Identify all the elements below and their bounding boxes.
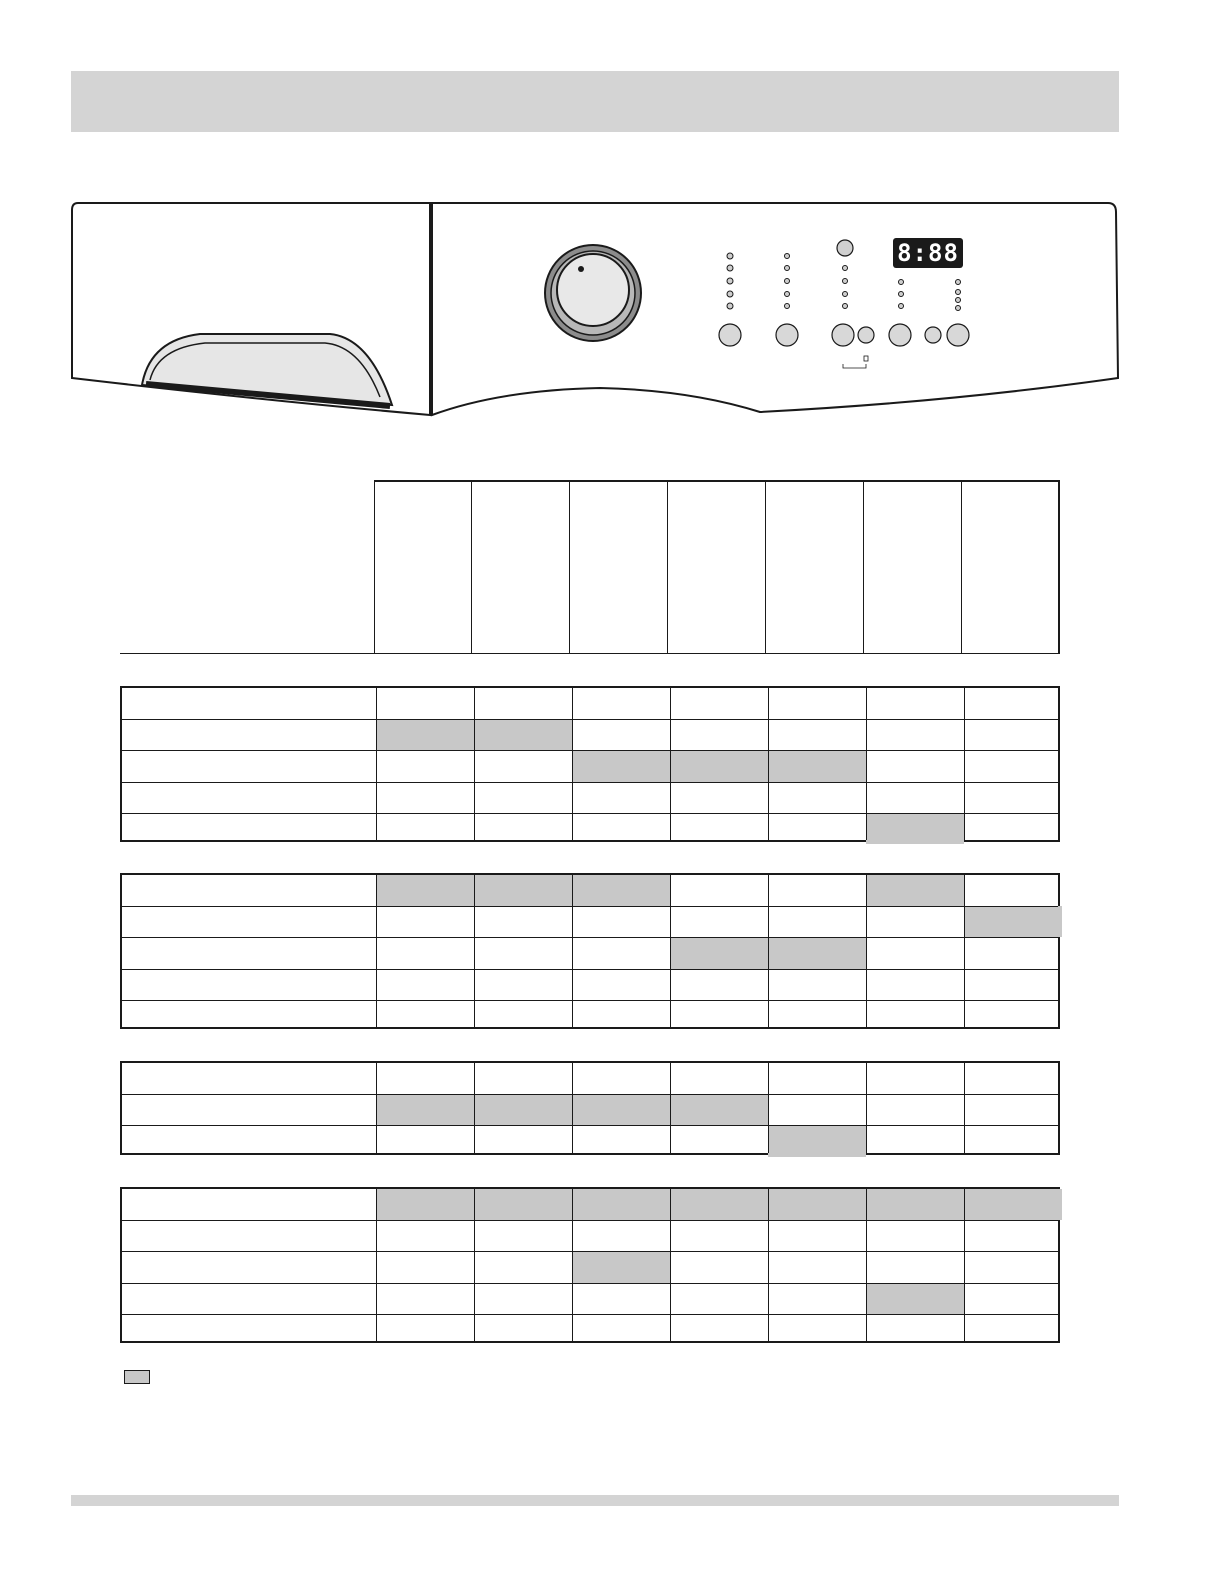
detergent-drawer-handle-icon: [142, 334, 392, 406]
row-divider: [122, 1125, 1058, 1126]
shaded-cell: [376, 875, 474, 906]
column-divider: [670, 1189, 671, 1341]
column-divider: [670, 875, 671, 1027]
column-divider: [768, 875, 769, 1027]
shaded-cell: [376, 1189, 474, 1220]
row-divider: [122, 1283, 1058, 1284]
shaded-cell: [866, 1189, 964, 1220]
row-divider: [122, 1220, 1058, 1221]
column-divider: [866, 1063, 867, 1153]
row-divider: [122, 906, 1058, 907]
row-divider: [122, 782, 1058, 783]
column-divider: [964, 688, 965, 840]
shaded-cell: [670, 937, 768, 968]
shaded-cell: [376, 719, 474, 750]
shaded-cell: [572, 1251, 670, 1282]
start-pause-button: [837, 240, 853, 256]
shaded-cell: [964, 1189, 1062, 1220]
column-divider: [964, 1189, 965, 1341]
column-divider: [572, 875, 573, 1027]
shaded-cell: [572, 875, 670, 906]
column-divider: [768, 688, 769, 840]
column-divider: [866, 688, 867, 840]
column-divider: [572, 1063, 573, 1153]
shaded-cell: [768, 937, 866, 968]
column-divider: [376, 1063, 377, 1153]
column-divider: [376, 688, 377, 840]
shaded-cell: [670, 750, 768, 781]
shaded-cell: [964, 906, 1062, 937]
shaded-cell: [866, 875, 964, 906]
row-divider: [122, 813, 1058, 814]
row-divider: [122, 719, 1058, 720]
control-panel-illustration: [0, 0, 1225, 440]
panel-body: [432, 203, 1118, 415]
column-divider: [964, 1063, 965, 1153]
matrix-group: [120, 1187, 1060, 1343]
matrix-group: [120, 686, 1060, 842]
column-divider: [474, 1189, 475, 1341]
program-selector-knob-icon: [545, 245, 641, 341]
shaded-cell: [572, 750, 670, 781]
column-divider: [474, 688, 475, 840]
shaded-cell: [474, 1189, 572, 1220]
shaded-cell: [376, 1094, 474, 1125]
column-divider: [866, 1189, 867, 1341]
row-divider: [122, 1094, 1058, 1095]
shaded-cell: [670, 1189, 768, 1220]
shaded-cell: [474, 875, 572, 906]
matrix-group: [120, 873, 1060, 1029]
row-divider: [122, 1314, 1058, 1315]
row-divider: [122, 750, 1058, 751]
shaded-cell: [670, 1094, 768, 1125]
table-header-baseline: [120, 653, 1060, 654]
column-divider: [768, 1063, 769, 1153]
column-divider: [572, 1189, 573, 1341]
shaded-cell: [768, 1125, 866, 1156]
bottom-footer-bar: [71, 1495, 1119, 1506]
column-divider: [376, 1189, 377, 1341]
matrix-group: [120, 1061, 1060, 1155]
column-divider: [474, 1063, 475, 1153]
row-divider: [122, 1000, 1058, 1001]
table-header-columns: [374, 480, 1060, 654]
shaded-cell: [866, 813, 964, 844]
legend-swatch: [124, 1370, 150, 1384]
row-divider: [122, 1251, 1058, 1252]
column-divider: [670, 1063, 671, 1153]
column-divider: [376, 875, 377, 1027]
display-readout: 8:88: [897, 239, 959, 267]
row-divider: [122, 937, 1058, 938]
shaded-cell: [866, 1283, 964, 1314]
row-divider: [122, 969, 1058, 970]
column-divider: [572, 688, 573, 840]
column-divider: [866, 875, 867, 1027]
shaded-cell: [768, 750, 866, 781]
shaded-cell: [572, 1189, 670, 1220]
column-divider: [768, 1189, 769, 1341]
column-divider: [964, 875, 965, 1027]
shaded-cell: [572, 1094, 670, 1125]
column-divider: [670, 688, 671, 840]
column-divider: [474, 875, 475, 1027]
shaded-cell: [768, 1189, 866, 1220]
shaded-cell: [474, 1094, 572, 1125]
shaded-cell: [474, 719, 572, 750]
